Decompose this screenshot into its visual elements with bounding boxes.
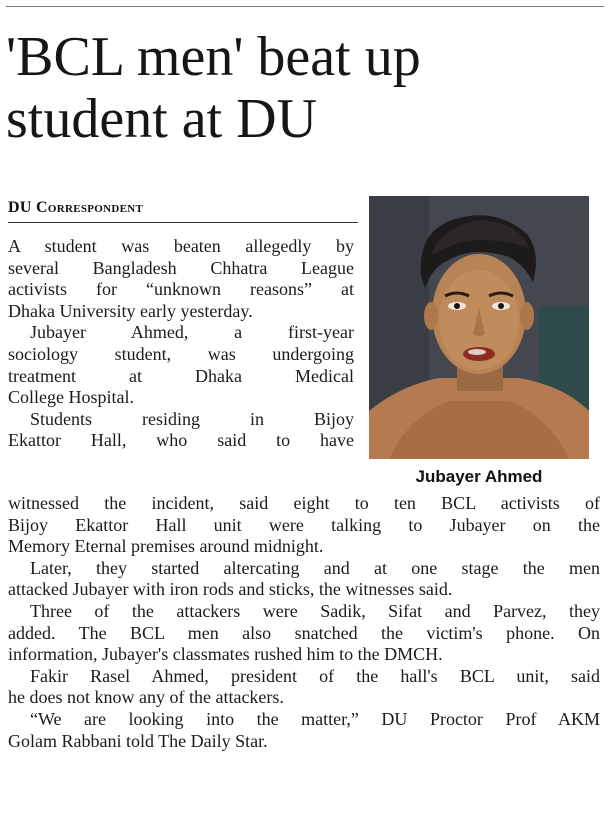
text-line: attacked Jubayer with iron rods and sticks, the witnesses said.: [8, 579, 453, 600]
byline: DU Correspondent: [8, 198, 358, 223]
headline-line-2: student at DU: [6, 88, 318, 150]
text-line: Students residing in Bijoy: [30, 408, 354, 429]
text-line: Jubayer Ahmed, a first-year: [30, 322, 354, 343]
text-line: Ekattor Hall, who said to have: [8, 430, 354, 451]
text-line: Memory Eternal premises around midnight.: [8, 536, 324, 557]
body-paragraph: [8, 709, 600, 752]
portrait-illustration: [369, 196, 589, 459]
body-paragraph: [8, 601, 600, 666]
body-paragraph: [8, 558, 600, 601]
headline-line-1: 'BCL men' beat up: [6, 26, 421, 88]
headline: [6, 26, 602, 150]
text-line: Golam Rabbani told The Daily Star.: [8, 730, 268, 751]
text-line: treatment at Dhaka Medical: [8, 365, 354, 386]
text-line: sociology student, was undergoing: [8, 343, 354, 364]
text-line: added. The BCL men also snatched the victim's phone. On: [8, 622, 600, 643]
text-line: several Bangladesh Chhatra League: [8, 257, 354, 278]
text-line: A student was beaten allegedly by: [8, 236, 354, 256]
photo-caption: Jubayer Ahmed: [415, 467, 543, 486]
text-line: Dhaka University early yesterday.: [8, 300, 253, 321]
text-line: Bijoy Ekattor Hall unit were talking to Jubayer on the: [8, 514, 600, 535]
wide-column: [8, 493, 600, 752]
text-line: information, Jubayer's classmates rushed him to the DMCH.: [8, 644, 443, 665]
text-line: Later, they started altercating and at one stage the men: [30, 557, 600, 578]
text-line: College Hospital.: [8, 387, 134, 408]
narrow-column: [8, 236, 354, 452]
body-paragraph: [8, 322, 354, 408]
text-line: witnessed the incident, said eight to ten BCL activists of: [8, 493, 600, 513]
body-paragraph: [8, 409, 354, 452]
text-line: Three of the attackers were Sadik, Sifat and Parvez, they: [30, 600, 600, 621]
text-line: “We are looking into the matter,” DU Proctor Prof AKM: [30, 708, 600, 729]
text-line: Fakir Rasel Ahmed, president of the hall's BCL unit, said: [30, 665, 600, 686]
photo-jubayer-ahmed: [369, 196, 589, 459]
text-line: activists for “unknown reasons” at: [8, 279, 354, 300]
text-line: he does not know any of the attackers.: [8, 687, 284, 708]
body-paragraph: [8, 666, 600, 709]
top-rule: [6, 6, 604, 7]
body-paragraph: [8, 493, 600, 558]
body-paragraph: [8, 236, 354, 322]
